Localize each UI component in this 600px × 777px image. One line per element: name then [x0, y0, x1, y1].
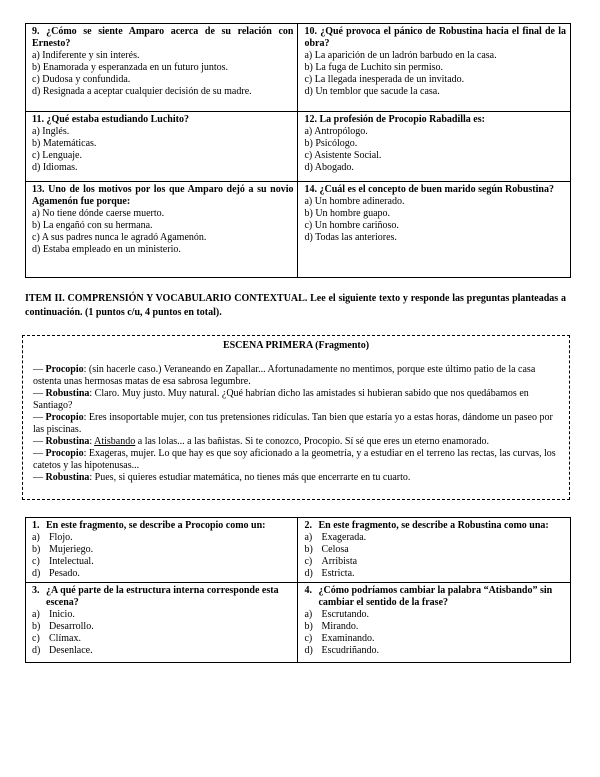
question-text: En este fragmento, se describe a Robustina como una:: [318, 520, 549, 531]
questions-table-item1: [25, 23, 571, 278]
option-letter: c): [32, 556, 40, 567]
option-text: Escrutando.: [321, 609, 369, 620]
option: [304, 645, 566, 657]
question-text: ¿Cómo podríamos cambiar la palabra “Atisbando” sin cambiar el sentido de la frase?: [318, 585, 553, 608]
question-title: [304, 585, 566, 609]
option: b) Enamorada y esperanzada en un futuro juntos.: [32, 62, 229, 73]
question-title: [32, 520, 293, 532]
question-11: [26, 112, 298, 182]
speaker-name: Procopio: [45, 448, 84, 459]
dialogue-pre: :: [89, 436, 95, 447]
question-1: [26, 518, 298, 583]
question-title: 10. ¿Qué provoca el pánico de Robustina hacia el final de la obra?: [304, 26, 566, 49]
dialogue-line: [33, 412, 559, 436]
option: b) Psicólogo.: [304, 138, 358, 149]
option: a) Un hombre adinerado.: [304, 196, 405, 207]
option: c) Un hombre cariñoso.: [304, 220, 399, 231]
question-4: [298, 583, 571, 663]
question-10: [298, 24, 571, 112]
option-letter: a): [32, 609, 40, 620]
question-2: [298, 518, 571, 583]
question-title: 9. ¿Cómo se siente Amparo acerca de su relación con Ernesto?: [32, 26, 294, 49]
option-text: Mirando.: [321, 621, 359, 632]
dialogue-dash: —: [33, 388, 46, 399]
option: d) Todas las anteriores.: [304, 232, 397, 243]
option-letter: d): [304, 568, 313, 579]
option: b) La fuga de Luchito sin permiso.: [304, 62, 444, 73]
option: [304, 532, 566, 544]
dialogue-dash: —: [33, 412, 46, 423]
option: [32, 568, 293, 580]
option-letter: d): [32, 568, 41, 579]
option-text: Inicio.: [49, 609, 75, 620]
option: [32, 544, 293, 556]
question-text: ¿A qué parte de la estructura interna corresponde esta escena?: [46, 585, 279, 608]
option-text: Desenlace.: [49, 645, 93, 656]
option: [32, 645, 293, 657]
option: c) Lenguaje.: [32, 150, 82, 161]
option-text: Examinando.: [321, 633, 375, 644]
question-number: 1.: [32, 520, 40, 531]
dialogue-dash: —: [33, 448, 46, 459]
option: c) Asistente Social.: [304, 150, 382, 161]
question-number: 2.: [304, 520, 312, 531]
option-text: Pesado.: [49, 568, 80, 579]
option-letter: c): [32, 633, 40, 644]
speaker-name: Procopio: [45, 364, 84, 375]
option-text: Desarrollo.: [49, 621, 94, 632]
questions-table-item2: [25, 517, 571, 663]
option-letter: b): [304, 621, 313, 632]
option: [304, 609, 566, 621]
question-12: [298, 112, 571, 182]
option-text: Intelectual.: [49, 556, 94, 567]
option: [32, 556, 293, 568]
option-letter: b): [32, 544, 41, 555]
option-text: Estricta.: [321, 568, 355, 579]
scene-title: ESCENA PRIMERA (Fragmento): [222, 340, 370, 351]
option: b) Matemáticas.: [32, 138, 97, 149]
dialogue-line: [33, 448, 559, 472]
option: [32, 532, 293, 544]
dialogue-text: : (sin hacerle caso.) Veraneando en Zapallar... Afortunadamente no mentimos, porque este último patio de la casa ostenta unas hermosas matas de esa sabrosa legumbre.: [33, 364, 536, 387]
option-letter: a): [304, 532, 313, 543]
option-letter: a): [32, 532, 40, 543]
option: b) Un hombre guapo.: [304, 208, 391, 219]
option: c) A sus padres nunca le agradó Agamenón.: [32, 232, 207, 243]
speaker-name: Robustina: [45, 388, 90, 399]
option-letter: d): [32, 645, 41, 656]
question-title: 14. ¿Cuál es el concepto de buen marido según Robustina?: [304, 184, 554, 195]
dialogue-line: [33, 472, 559, 484]
option: d) Estaba empleado en un ministerio.: [32, 244, 181, 255]
option: [304, 544, 566, 556]
option-text: Flojo.: [49, 532, 73, 543]
question-title: [32, 585, 293, 609]
dialogue-dash: —: [33, 436, 46, 447]
scene-fragment-box: [22, 335, 570, 500]
question-14: [298, 182, 571, 278]
option-text: Celosa: [321, 544, 349, 555]
question-number: 4.: [304, 585, 312, 596]
dialogue-line: [33, 388, 559, 412]
option: [32, 609, 293, 621]
question-13: [26, 182, 298, 278]
option-letter: b): [32, 621, 41, 632]
question-number: 3.: [32, 585, 40, 596]
option-letter: c): [304, 633, 313, 644]
question-title: 13. Uno de los motivos por los que Amparo dejó a su novio Agamenón fue porque:: [32, 184, 294, 207]
option-letter: c): [304, 556, 313, 567]
option: [32, 621, 293, 633]
option: [304, 556, 566, 568]
option: [32, 633, 293, 645]
question-title: 12. La profesión de Procopio Rabadilla es:: [304, 114, 485, 125]
dialogue-line: [33, 364, 559, 388]
option: d) Un temblor que sacude la casa.: [304, 86, 440, 97]
dialogue-line: [33, 436, 559, 448]
option: a) No tiene dónde caerse muerto.: [32, 208, 165, 219]
question-title: 11. ¿Qué estaba estudiando Luchito?: [32, 114, 189, 125]
option: d) Abogado.: [304, 162, 354, 173]
option: [304, 621, 566, 633]
dialogue-dash: —: [33, 472, 46, 483]
option: d) Idiomas.: [32, 162, 78, 173]
option-letter: b): [304, 544, 313, 555]
option: [304, 633, 566, 645]
item2-instructions: ITEM II. COMPRENSIÓN Y VOCABULARIO CONTEXTUAL. Lee el siguiente texto y responde las preguntas planteadas a continuación. (1 puntos c/u, 4 puntos en total).: [25, 293, 566, 318]
question-9: [26, 24, 298, 112]
option-text: Arribista: [321, 556, 358, 567]
underlined-word: Atisbando: [94, 436, 136, 447]
option: a) Inglés.: [32, 126, 70, 137]
dialogue-text: : Claro. Muy justo. Muy natural. ¿Qué habrían dicho las amistades si hubieran sabido que nos quedábamos en Santiago?: [33, 388, 529, 411]
option: a) Antropólogo.: [304, 126, 368, 137]
question-3: [26, 583, 298, 663]
option-text: Escudriñando.: [321, 645, 379, 656]
option-letter: a): [304, 609, 313, 620]
option: b) La engañó con su hermana.: [32, 220, 153, 231]
speaker-name: Robustina: [45, 436, 90, 447]
option: d) Resignada a aceptar cualquier decisión de su madre.: [32, 86, 252, 97]
dialogue-text: : Pues, si quieres estudiar matemática, no tienes más que encerrarte en tu cuarto.: [89, 472, 411, 483]
speaker-name: Robustina: [45, 472, 90, 483]
option-letter: d): [304, 645, 313, 656]
dialogue-text: : Exageras, mujer. Lo que hay es que soy aficionado a la geometría, y a estudiar en el terreno las rectas, las curvas, los catetos y las hipotenusas...: [33, 448, 556, 471]
option-text: Mujeriego.: [49, 544, 94, 555]
option: c) Dudosa y confundida.: [32, 74, 131, 85]
dialogue-dash: —: [33, 364, 46, 375]
option: [304, 568, 566, 580]
option-text: Exagerada.: [321, 532, 367, 543]
option: a) La aparición de un ladrón barbudo en la casa.: [304, 50, 497, 61]
dialogue-text: : Eres insoportable mujer, con tus pretensiones ridículas. Tan bien que estaría yo a estas horas, dándome un paseo por las piscinas.: [33, 412, 553, 435]
speaker-name: Procopio: [45, 412, 84, 423]
option-text: Clímax.: [49, 633, 81, 644]
question-title: [304, 520, 566, 532]
option: a) Indiferente y sin interés.: [32, 50, 140, 61]
question-text: En este fragmento, se describe a Procopio como un:: [46, 520, 266, 531]
dialogue-text: a las lolas... a las bañistas. Si te conozco, Procopio. Sí sé que eres un eterno enamorado.: [135, 436, 490, 447]
option: c) La llegada inesperada de un invitado.: [304, 74, 465, 85]
